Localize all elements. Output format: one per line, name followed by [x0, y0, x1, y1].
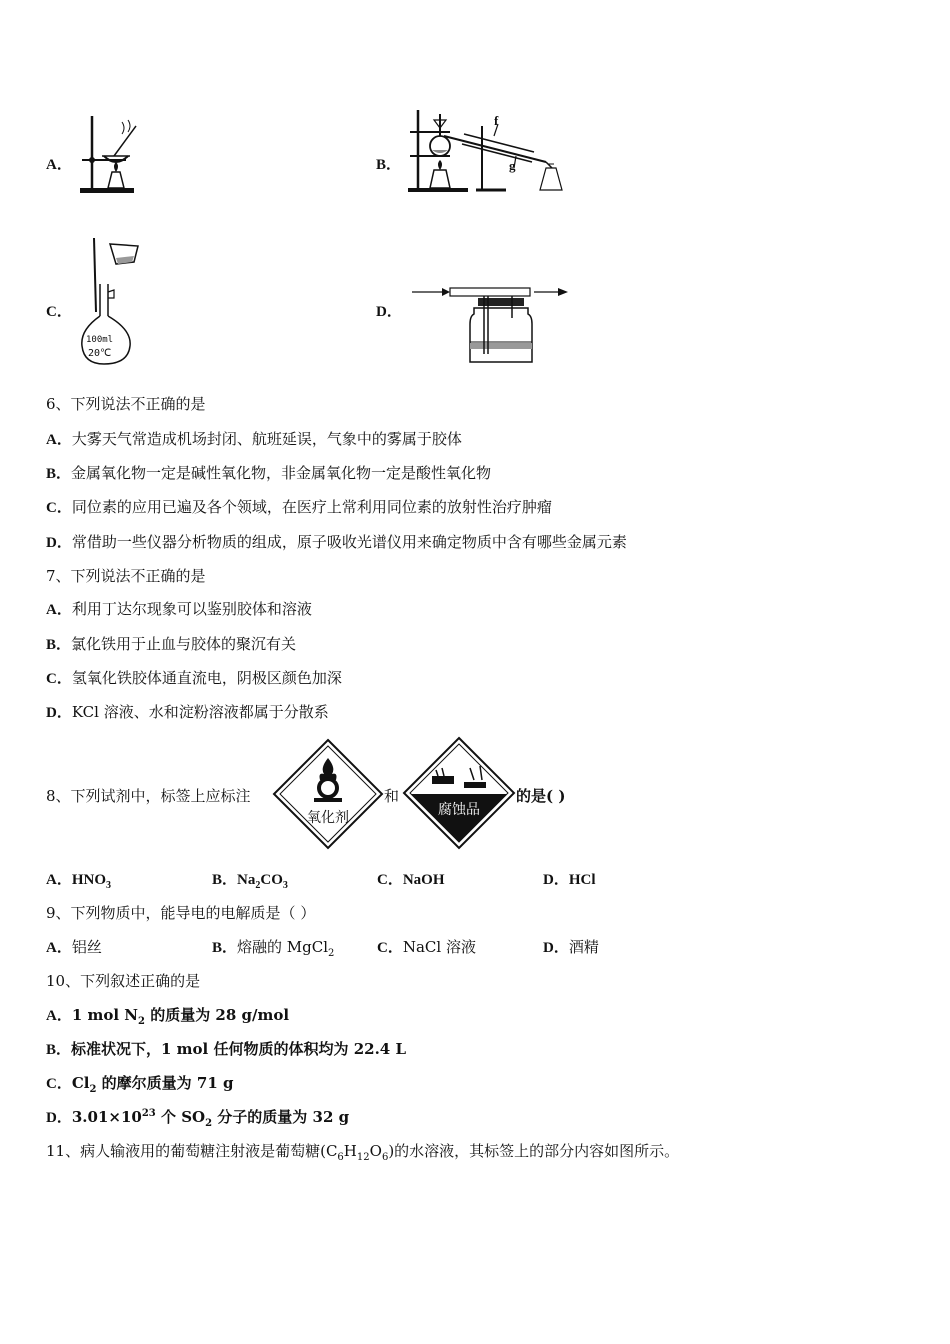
q6-option-A[interactable]: A．大雾天气常造成机场封闭、航班延误，气象中的雾属于胶体: [46, 430, 462, 448]
q10-option-B[interactable]: B．标准状况下，1 mol 任何物质的体积均为 22.4 L: [46, 1040, 406, 1058]
evaporation-apparatus-image: [78, 112, 140, 196]
corrosive-hazard-sign: [402, 736, 516, 850]
q9-option-A[interactable]: A．铝丝: [46, 938, 102, 956]
volumetric-flask-transfer-image: [74, 234, 146, 368]
q8-option-A[interactable]: A．$HNO_3$: [46, 872, 112, 891]
q7-option-D[interactable]: D．KCl 溶液、水和淀粉溶液都属于分散系: [46, 703, 329, 721]
question-8-and: 和: [384, 787, 400, 805]
q9-option-C[interactable]: C．NaCl 溶液: [377, 938, 476, 956]
question-8-stem-after: 的是( ): [516, 787, 566, 805]
distillation-apparatus-image: [406, 106, 576, 196]
q6-option-C[interactable]: C．同位素的应用已遍及各个领域，在医疗上常利用同位素的放射性治疗肿瘤: [46, 498, 552, 516]
q7-option-B[interactable]: B．氯化铁用于止血与胶体的聚沉有关: [46, 635, 297, 653]
label-f: f: [494, 113, 499, 128]
q10-option-D[interactable]: D．$3.01\times 10^{23}$ 个 $SO_2$ 分子的质量为 32 g: [46, 1108, 350, 1129]
question-6-stem: 6、下列说法不正确的是: [46, 395, 206, 413]
question-11-stem: 11、病人输液用的葡萄糖注射液是葡萄糖$(C_6H_{12}O_6)$的水溶液，其标签上的部分内容如图所示。: [46, 1142, 680, 1163]
gas-washing-bottle-image: [408, 284, 572, 368]
q9-option-D[interactable]: D．酒精: [543, 938, 599, 956]
q9-option-B[interactable]: B．熔融的 MgCl$_2$: [212, 938, 335, 959]
corrosive-sign-text: 腐蚀品: [438, 802, 480, 818]
q8-option-D[interactable]: D．HCl: [543, 872, 596, 888]
q6-option-D[interactable]: D．常借助一些仪器分析物质的组成，原子吸收光谱仪用来确定物质中含有哪些金属元素: [46, 533, 627, 551]
option-A-label: A．: [46, 157, 72, 173]
q6-option-B[interactable]: B．金属氧化物一定是碱性氧化物，非金属氧化物一定是酸性氧化物: [46, 464, 492, 482]
q7-option-C[interactable]: C．氢氧化铁胶体通直流电，阴极区颜色加深: [46, 669, 342, 687]
flask-temp-text: 20℃: [88, 348, 112, 359]
option-D-label: D．: [376, 304, 402, 320]
q8-option-B[interactable]: B．$Na_2CO_3$: [212, 872, 288, 891]
q10-option-C[interactable]: C．$Cl_2$ 的摩尔质量为 71 g: [46, 1074, 234, 1095]
q10-option-A[interactable]: A．1 mol $N_2$ 的质量为 28 g/mol: [46, 1006, 290, 1027]
question-8-stem-before: 8、下列试剂中，标签上应标注: [46, 787, 251, 805]
flask-volume-text: 100ml: [86, 335, 114, 345]
question-9-stem: 9、下列物质中，能导电的电解质是（ ）: [46, 904, 316, 922]
option-C-label: C．: [46, 304, 72, 320]
question-10-stem: 10、下列叙述正确的是: [46, 972, 201, 990]
oxidizer-sign-text: 氧化剂: [307, 810, 349, 826]
label-g: g: [509, 158, 516, 173]
oxidizer-hazard-sign: [272, 738, 384, 850]
q8-option-C[interactable]: C．NaOH: [377, 872, 445, 888]
question-7-stem: 7、下列说法不正确的是: [46, 567, 206, 585]
q7-option-A[interactable]: A．利用丁达尔现象可以鉴别胶体和溶液: [46, 600, 312, 618]
option-B-label: B．: [376, 157, 402, 173]
